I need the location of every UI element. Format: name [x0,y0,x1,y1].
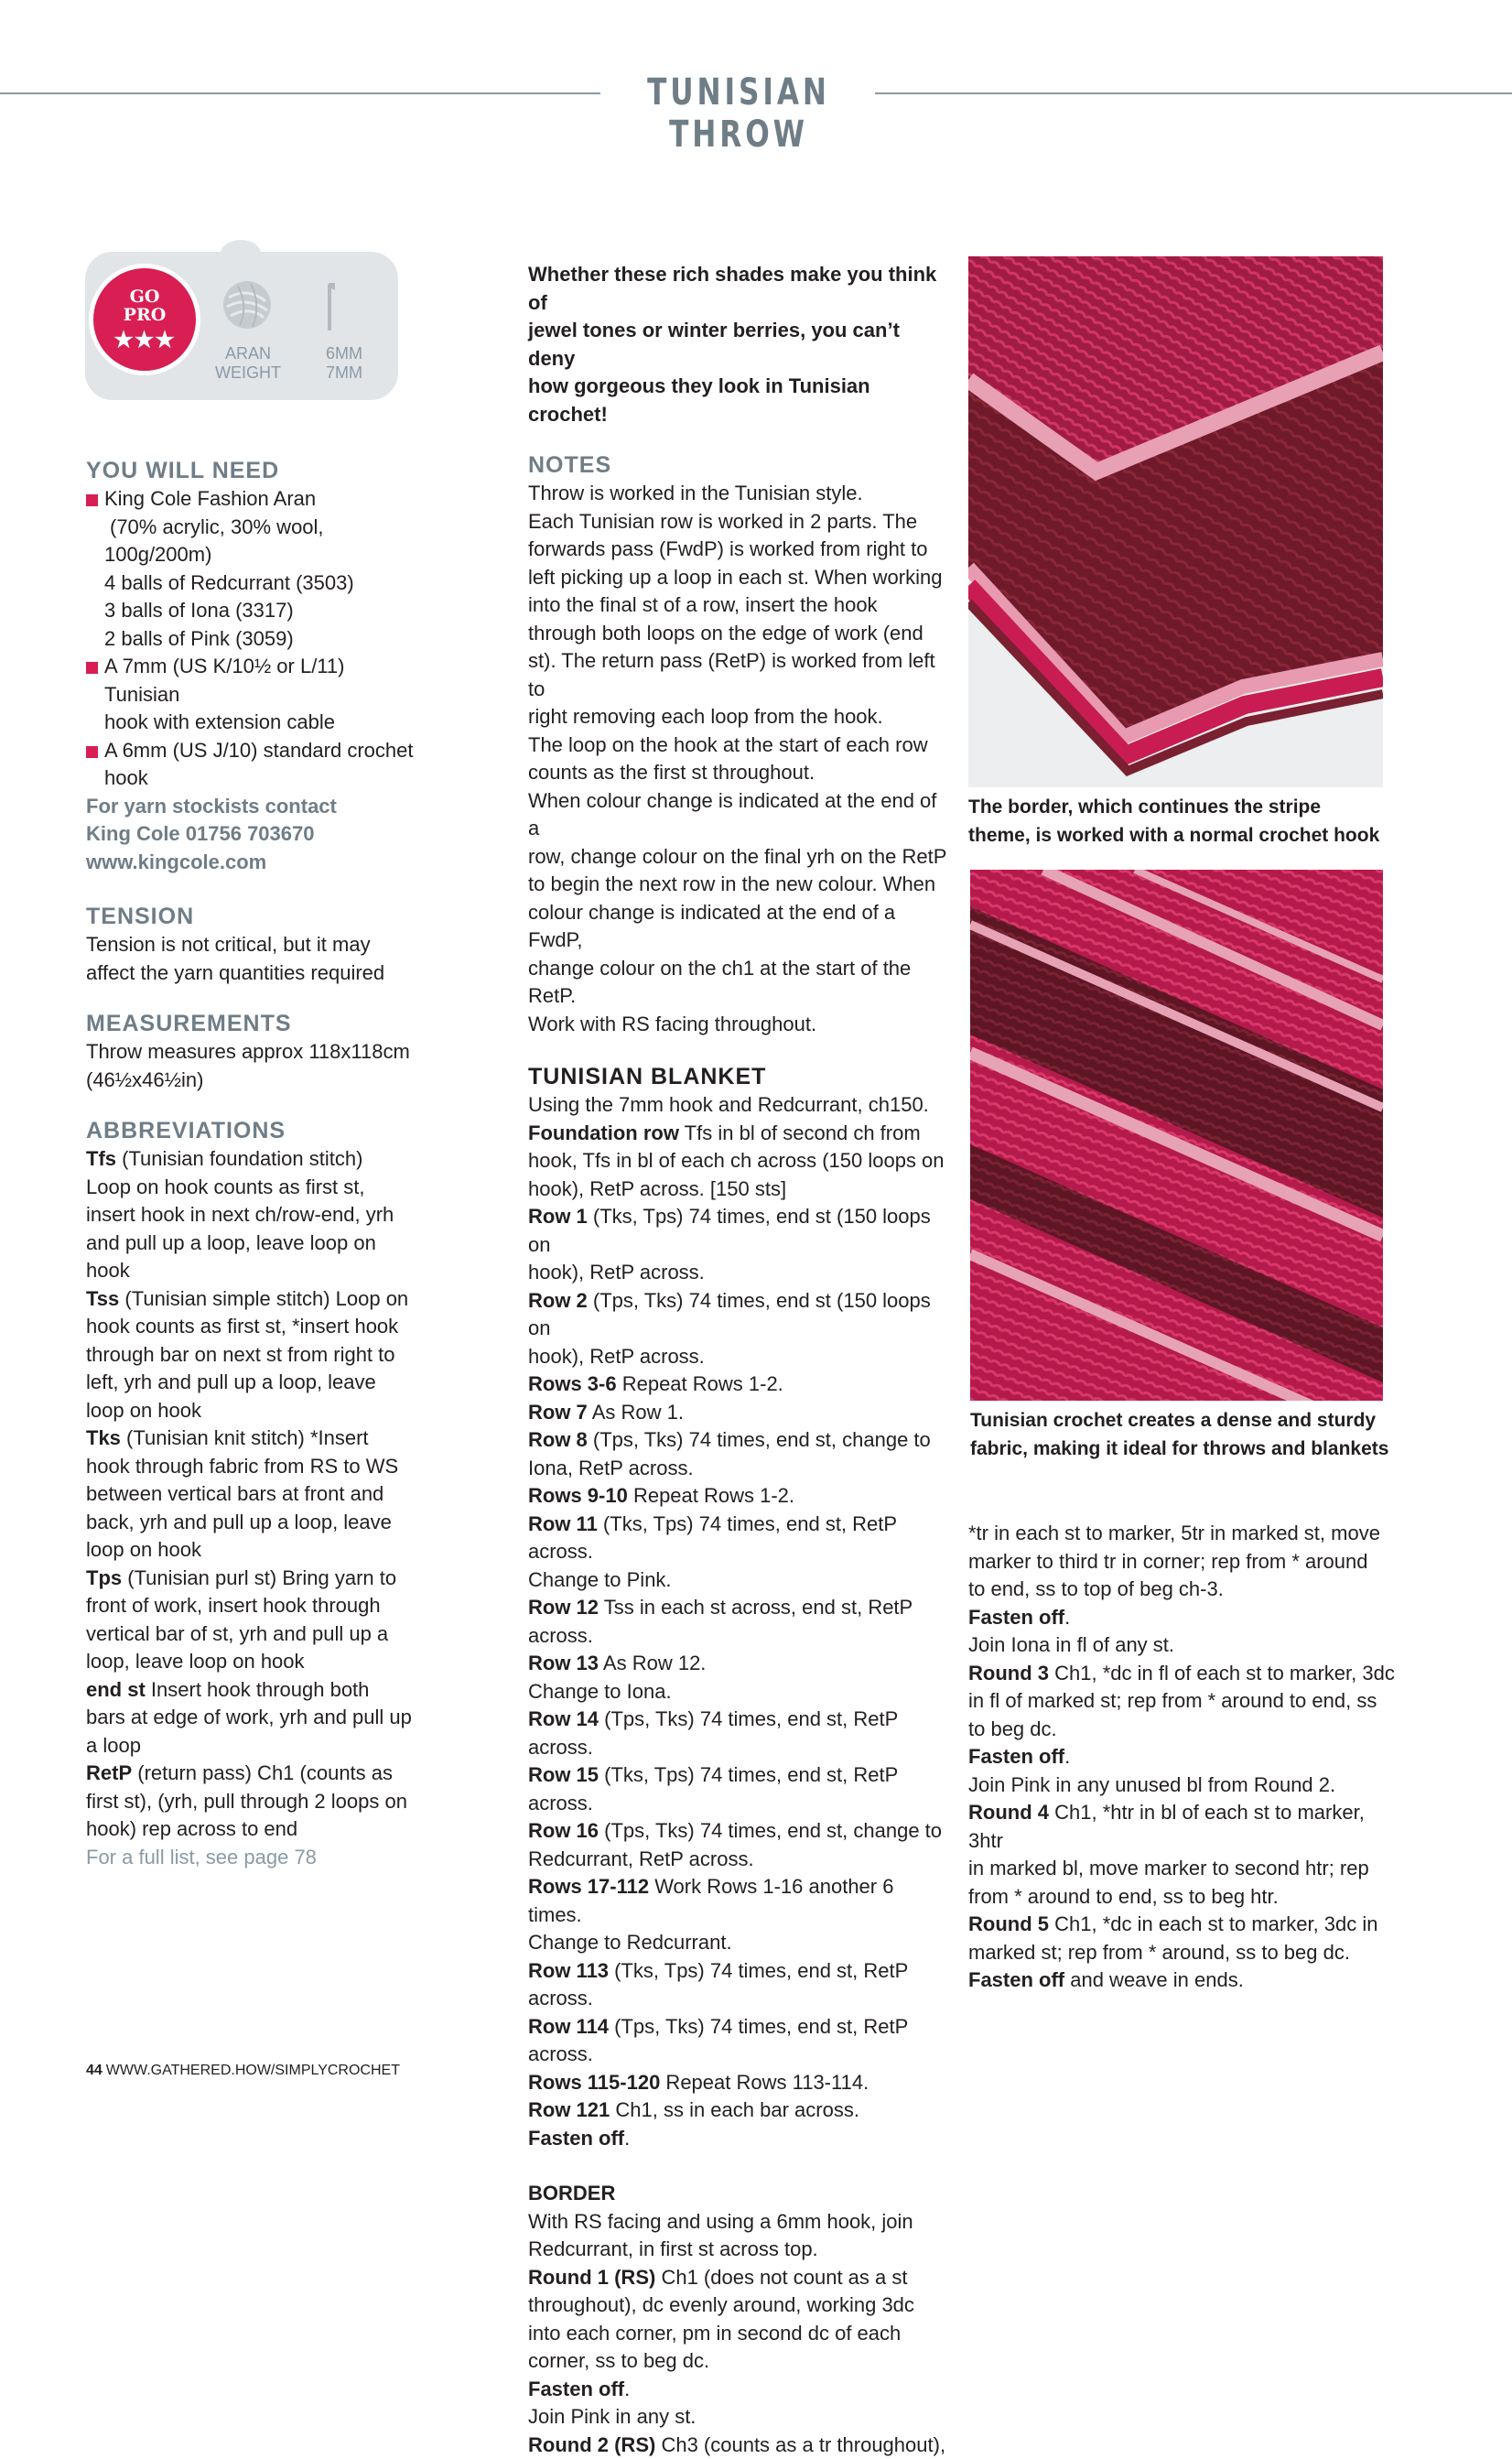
pattern-row: Round 5 Ch1, *dc in each st to marker, 3dc in [968,1911,1399,1939]
notes-text [528,480,949,1038]
pattern-row: Row 121 Ch1, ss in each bar across. [528,2096,949,2125]
pattern-row: Change to Pink. [528,1566,949,1595]
yarn-list-item: King Cole Fashion Aran (70% acrylic, 30% wool, 100g/200m) 4 balls of Redcurrant (3503) 3 balls of Iona (3317) 2 balls of Pink (3059) [86,485,416,653]
abbreviation-item: Tks (Tunisian knit stitch) *Insert hook through fabric from RS to WS between vertical bars at front and back, yrh and pull up a loop, leave loop on hook [86,1424,416,1565]
border-detail-photo [968,256,1383,787]
yarn-weight-label: ARAN WEIGHT [210,344,286,383]
pattern-row: Join Iona in fl of any st. [968,1631,1399,1660]
pattern-row: corner, ss to beg dc. [528,2347,949,2376]
pattern-row: in fl of marked st; rep from * around to end, ss [968,1687,1399,1716]
abbreviation-term: Tfs [86,1147,116,1170]
header-rule-right [875,92,1512,94]
photo2-caption: Tunisian crochet creates a dense and sturdy fabric, making it ideal for throws and blankets [970,1407,1428,1463]
notes-line: through both loops on the edge of work (end [528,620,949,648]
stockist-website-link[interactable]: www.kingcole.com [86,849,416,877]
photo1-caption: The border, which continues the stripe theme, is worked with a normal crochet hook [968,794,1426,850]
pattern-row: Row 113 (Tks, Tps) 74 times, end st, RetP across. [528,1957,949,2013]
intro-text: Whether these rich shades make you think of jewel tones or winter berries, you can’t deny how gorgeous they look in Tunisian crochet! [528,261,949,428]
pattern-row: Rows 9-10 Repeat Rows 1-2. [528,1482,949,1511]
crochet-hook-icon [322,281,342,332]
notes-line: counts as the first st throughout. [528,759,949,787]
crochet-hook-item: A 6mm (US J/10) standard crochet hook [86,737,416,793]
notes-line: change colour on the ch1 at the start of the RetP. [528,955,949,1011]
star-rating: ★★★ [93,326,196,352]
pattern-row: Foundation row Tfs in bl of second ch from [528,1120,949,1148]
you-will-need-heading: YOU WILL NEED [86,456,416,485]
notes-line: into the final st of a row, insert the hook [528,591,949,620]
pattern-row: Join Pink in any st. [528,2403,949,2432]
pattern-row: Fasten off. [968,1604,1399,1632]
pattern-row: Fasten off and weave in ends. [968,1966,1399,1995]
pattern-row: Row 15 (Tks, Tps) 74 times, end st, RetP across. [528,1761,949,1817]
notes-line: right removing each loop from the hook. [528,703,949,731]
left-column [86,456,416,1871]
notes-line: Throw is worked in the Tunisian style. [528,480,949,508]
pattern-row: Row 16 (Tps, Tks) 74 times, end st, change to [528,1817,949,1846]
pattern-row: Round 3 Ch1, *dc in fl of each st to marker, 3dc [968,1660,1399,1688]
pattern-row: Row 1 (Tks, Tps) 74 times, end st (150 loops on [528,1203,949,1259]
pattern-row: Row 8 (Tps, Tks) 74 times, end st, change to [528,1426,949,1455]
pattern-row: hook), RetP across. [528,1343,949,1371]
blanket-pattern [528,1091,949,2152]
pattern-row: Round 2 (RS) Ch3 (counts as a tr throughout), [528,2432,949,2459]
pattern-row: Row 14 (Tps, Tks) 74 times, end st, RetP across. [528,1706,949,1761]
abbreviation-item: end st Insert hook through both bars at edge of work, yrh and pull up a loop [86,1676,416,1760]
pattern-row: Fasten off. [968,1743,1399,1771]
notes-line: st). The return pass (RetP) is worked from left to [528,647,949,703]
pattern-row: Using the 7mm hook and Redcurrant, ch150. [528,1091,949,1120]
pattern-row: Rows 115-120 Repeat Rows 113-114. [528,2069,949,2097]
pattern-row: hook, Tfs in bl of each ch across (150 loops on [528,1147,949,1175]
full-list-link[interactable]: For a full list, see page 78 [86,1844,416,1872]
pattern-row: Row 11 (Tks, Tps) 74 times, end st, RetP across. [528,1511,949,1566]
pattern-row: to beg dc. [968,1716,1399,1744]
hook-size-label: 6MM 7MM [311,344,377,383]
pattern-row: *tr in each st to marker, 5tr in marked st, move [968,1520,1399,1548]
pattern-row: throughout), dc evenly around, working 3dc [528,2291,949,2320]
pattern-row: Redcurrant, RetP across. [528,1846,949,1874]
footer-url[interactable]: WWW.GATHERED.HOW/SIMPLYCROCHET [106,2063,400,2078]
abbreviations-heading: ABBREVIATIONS [86,1116,416,1145]
abbreviation-term: RetP [86,1761,132,1784]
border-pattern-continued [968,1520,1399,1995]
abbreviation-item: Tfs (Tunisian foundation stitch) Loop on hook counts as first st, insert hook in next ch/row-end, yrh and pull up a loop, leave loop on hook [86,1145,416,1285]
notes-line: Work with RS facing throughout. [528,1011,949,1039]
pattern-row: Row 12 Tss in each st across, end st, RetP across. [528,1594,949,1650]
pattern-row: in marked bl, move marker to second htr; rep [968,1855,1399,1883]
pattern-row: from * around to end, ss to beg htr. [968,1883,1399,1912]
notes-line: When colour change is indicated at the end of a [528,787,949,843]
tension-heading: TENSION [86,902,416,931]
stockists-info: For yarn stockists contact King Cole 01756 703670 www.kingcole.com [86,793,416,877]
abbreviation-term: end st [86,1678,146,1701]
pattern-row: Change to Iona. [528,1678,949,1706]
page-footer [86,2063,400,2079]
abbreviation-term: Tps [86,1566,122,1589]
pattern-row: marked st; rep from * around, ss to beg dc. [968,1939,1399,1967]
pattern-row: to end, ss to top of beg ch-3. [968,1576,1399,1604]
notes-line: to begin the next row in the new colour. When [528,871,949,899]
middle-column [528,261,949,2459]
yarn-ball-icon [223,281,271,329]
abbreviation-term: Tks [86,1426,121,1449]
abbreviations-list [86,1145,416,1844]
pattern-row: Row 2 (Tps, Tks) 74 times, end st (150 loops on [528,1287,949,1343]
pattern-row: Join Pink in any unused bl from Round 2. [968,1771,1399,1800]
pattern-row: Rows 3-6 Repeat Rows 1-2. [528,1370,949,1399]
page-number: 44 [86,2063,103,2078]
abbreviation-item: RetP (return pass) Ch1 (counts as first st), (yrh, pull through 2 loops on hook) rep across to end [86,1760,416,1844]
pattern-row: Fasten off. [528,2376,949,2404]
measurements-text: Throw measures approx 118x118cm (46½x46½in) [86,1038,416,1094]
pattern-row: Round 1 (RS) Ch1 (does not count as a st [528,2264,949,2292]
pattern-row: With RS facing and using a 6mm hook, join [528,2208,949,2237]
pattern-row: hook), RetP across. [528,1259,949,1287]
pattern-row: hook), RetP across. [150 sts] [528,1175,949,1204]
page-title: TUNISIAN THROW [636,71,840,156]
notes-line: forwards pass (FwdP) is worked from right to [528,536,949,564]
header-rule-left [0,92,600,94]
pattern-row: Redcurrant, in first st across top. [528,2236,949,2264]
notes-line: row, change colour on the final yrh on the RetP [528,843,949,872]
tunisian-hook-item: A 7mm (US K/10½ or L/11) Tunisian hook with extension cable [86,653,416,737]
stripe-fabric-photo [970,870,1383,1401]
pattern-row: Round 4 Ch1, *htr in bl of each st to marker, 3htr [968,1799,1399,1855]
border-heading: BORDER [528,2180,949,2208]
go-pro-icon: GO PRO ★★★ [89,264,200,375]
tunisian-blanket-heading: TUNISIAN BLANKET [528,1062,949,1091]
pattern-row: Iona, RetP across. [528,1455,949,1483]
abbreviation-item: Tps (Tunisian purl st) Bring yarn to front of work, insert hook through vertical bar of st, yrh and pull up a loop, leave loop on hook [86,1565,416,1676]
pattern-row: Change to Redcurrant. [528,1929,949,1957]
abbreviation-term: Tss [86,1287,119,1310]
notes-line: left picking up a loop in each st. When working [528,564,949,592]
notes-heading: NOTES [528,450,949,480]
pattern-row: into each corner, pm in second dc of each [528,2320,949,2348]
tension-text: Tension is not critical, but it may affect the yarn quantities required [86,931,416,987]
border-pattern [528,2208,949,2459]
notes-line: colour change is indicated at the end of a FwdP, [528,899,949,955]
pattern-row: Row 13 As Row 12. [528,1650,949,1678]
pattern-row: Rows 17-112 Work Rows 1-16 another 6 times. [528,1873,949,1929]
pattern-row: marker to third tr in corner; rep from * around [968,1548,1399,1576]
abbreviation-item: Tss (Tunisian simple stitch) Loop on hook counts as first st, *insert hook through bar on next st from right to left, yrh and pull up a loop, leave loop on hook [86,1285,416,1425]
notes-line: The loop on the hook at the start of each row [528,731,949,760]
pattern-row: Fasten off. [528,2125,949,2153]
notes-line: Each Tunisian row is worked in 2 parts. The [528,508,949,536]
pattern-row: Row 7 As Row 1. [528,1399,949,1427]
pattern-row: Row 114 (Tps, Tks) 74 times, end st, RetP across. [528,2013,949,2069]
measurements-heading: MEASUREMENTS [86,1009,416,1038]
